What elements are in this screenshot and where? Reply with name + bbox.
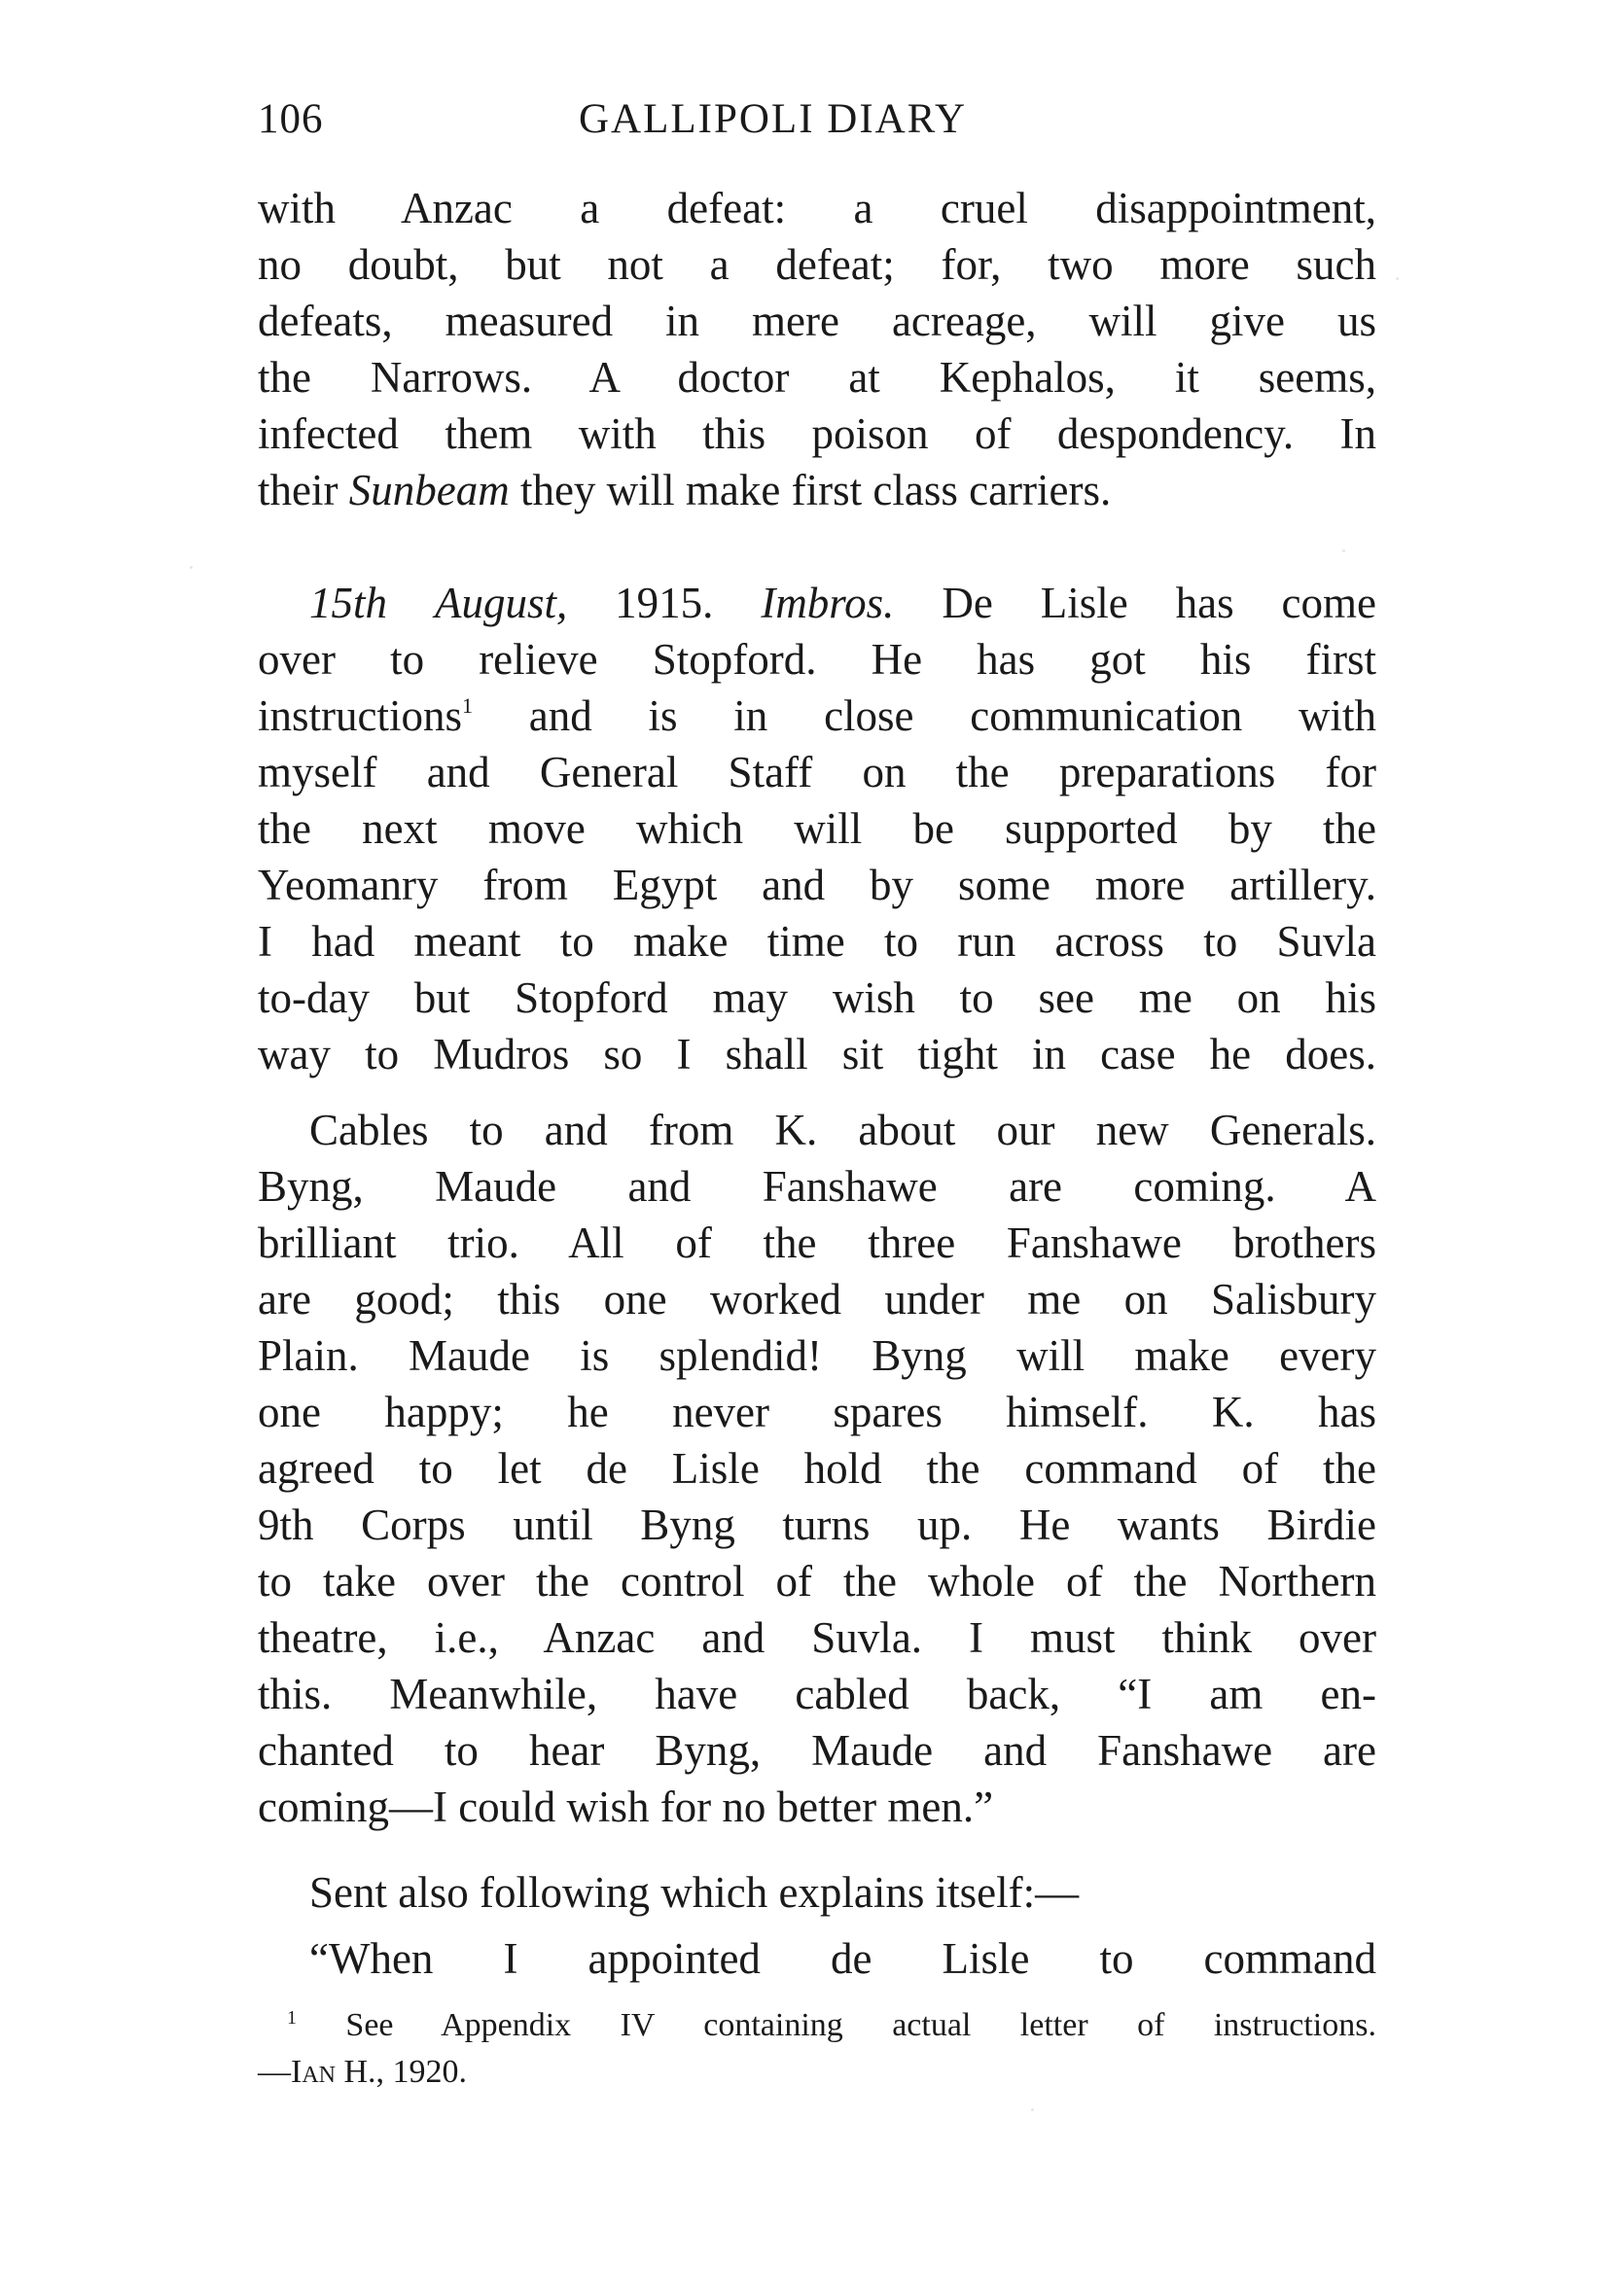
- footnote-dash: —: [258, 2054, 291, 2090]
- footnote-marker: 1: [287, 2007, 297, 2029]
- entry-date-year: 1915.: [567, 579, 762, 627]
- text-run: they will make first class carriers.: [509, 466, 1112, 514]
- text-line: with Anzac a defeat: a cruel disappointment,: [258, 184, 1376, 232]
- entry-date-day: 15th: [309, 579, 388, 627]
- text-line: defeats, measured in mere acreage, will give us: [258, 297, 1376, 345]
- text-line: [258, 689, 1376, 743]
- text-line: Byng, Maude and Fanshawe are coming. A: [258, 1162, 1376, 1211]
- text-line: theatre, i.e., Anzac and Suvla. I must think over: [258, 1613, 1376, 1662]
- footnote-line: [287, 2005, 1376, 2046]
- text-line: I had meant to make time to run across to Suvla: [258, 917, 1376, 966]
- text-line: myself and General Staff on the preparations for: [258, 748, 1376, 796]
- paper-speck: [1396, 277, 1399, 280]
- text-line: this. Meanwhile, have cabled back, “I am en-: [258, 1670, 1376, 1718]
- entry-heading-line: [309, 576, 1376, 630]
- footnote-signature: Ian H.: [291, 2054, 376, 2090]
- text-line: Plain. Maude is splendid! Byng will make every: [258, 1331, 1376, 1380]
- paper-speck: [1031, 2108, 1034, 2111]
- footnote-year: , 1920.: [375, 2054, 468, 2090]
- running-head: [258, 95, 1386, 154]
- paper-speck: [190, 566, 193, 569]
- footnote-line: [258, 2052, 1376, 2093]
- text-line: Yeomanry from Egypt and by some more artillery.: [258, 861, 1376, 909]
- text-line: to take over the control of the whole of the Northern: [258, 1557, 1376, 1606]
- text-line: chanted to hear Byng, Maude and Fanshawe are: [258, 1726, 1376, 1775]
- text-line: are good; this one worked under me on Salisbury: [258, 1275, 1376, 1324]
- page-number: 106: [258, 96, 324, 142]
- text-line: [258, 463, 1376, 517]
- text-line: way to Mudros so I shall sit tight in case he does.: [258, 1030, 1376, 1078]
- text-run: and is in close communication with: [473, 691, 1376, 740]
- text-run: their: [258, 466, 349, 514]
- text-line: one happy; he never spares himself. K. has: [258, 1388, 1376, 1436]
- text-line: no doubt, but not a defeat; for, two more such: [258, 240, 1376, 289]
- paper-speck: [1342, 549, 1345, 552]
- text-line: infected them with this poison of despondency. In: [258, 409, 1376, 458]
- ship-name: Sunbeam: [348, 466, 510, 514]
- entry-place: Imbros.: [761, 579, 895, 627]
- text-line: 9th Corps until Byng turns up. He wants Birdie: [258, 1501, 1376, 1549]
- footnote-marker: 1: [462, 693, 473, 718]
- text-line: brilliant trio. All of the three Fanshawe brothers: [258, 1219, 1376, 1267]
- text-run: De Lisle has come: [894, 579, 1377, 627]
- text-run: instructions: [258, 691, 462, 740]
- text-line: the next move which will be supported by the: [258, 804, 1376, 853]
- text-line: agreed to let de Lisle hold the command of the: [258, 1444, 1376, 1493]
- text-line: Sent also following which explains itself:—: [309, 1868, 1080, 1917]
- text-line: over to relieve Stopford. He has got his first: [258, 635, 1376, 684]
- text-line: the Narrows. A doctor at Kephalos, it seems,: [258, 353, 1376, 402]
- running-title: GALLIPOLI DIARY: [579, 96, 968, 142]
- footnote-text: See Appendix IV containing actual letter of instructions.: [297, 2007, 1376, 2043]
- text-line: coming—I could wish for no better men.”: [258, 1783, 994, 1831]
- text-line: to-day but Stopford may wish to see me on his: [258, 973, 1376, 1022]
- entry-date-month: August,: [434, 579, 568, 627]
- text-line: “When I appointed de Lisle to command: [309, 1934, 1376, 1983]
- text-line: Cables to and from K. about our new Generals.: [309, 1106, 1376, 1154]
